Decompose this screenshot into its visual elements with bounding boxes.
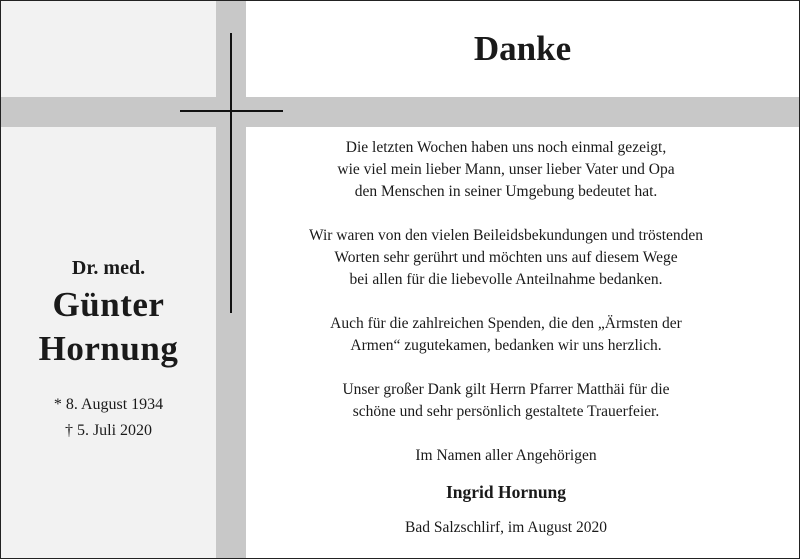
- paragraph-3: [246, 313, 766, 357]
- birth-date: * 8. August 1934: [53, 396, 164, 413]
- text-line: Die letzten Wochen haben uns noch einmal gezeigt,: [345, 139, 667, 156]
- text-line: den Menschen in seiner Umgebung bedeutet hat.: [354, 183, 658, 200]
- cross-vertical-bar: [230, 33, 232, 313]
- text-line: Wir waren von den vielen Beileidsbekundungen und tröstenden: [308, 227, 704, 244]
- paragraph-4: [246, 379, 766, 423]
- text-line: bei allen für die liebevolle Anteilnahme bedanken.: [349, 271, 663, 288]
- text-line: schöne und sehr persönlich gestaltete Trauerfeier.: [352, 403, 660, 420]
- thank-you-text: [246, 137, 766, 559]
- page-title: Danke: [473, 29, 572, 68]
- death-date: † 5. Juli 2020: [64, 422, 153, 439]
- deceased-first-name: Günter: [52, 285, 165, 324]
- cross-horizontal-bar: [180, 110, 283, 112]
- horizontal-band: [1, 97, 799, 127]
- text-line: Unser großer Dank gilt Herrn Pfarrer Matthäi für die: [342, 381, 670, 398]
- text-line: Worten sehr gerührt und möchten uns auf diesem Wege: [334, 249, 678, 266]
- text-line: Armen“ zugutekamen, bedanken wir uns herzlich.: [350, 337, 662, 354]
- place-date: Bad Salzschlirf, im August 2020: [405, 519, 607, 536]
- deceased-last-name: Hornung: [38, 329, 179, 368]
- paragraph-2: [246, 225, 766, 291]
- text-line: Auch für die zahlreichen Spenden, die den „Ärmsten der: [330, 315, 682, 332]
- signer-name: Ingrid Hornung: [445, 482, 567, 502]
- on-behalf-line: Im Namen aller Angehörigen: [415, 447, 597, 464]
- deceased-title: Dr. med.: [71, 257, 146, 279]
- text-line: wie viel mein lieber Mann, unser lieber Vater und Opa: [337, 161, 675, 178]
- paragraph-1: [246, 137, 766, 203]
